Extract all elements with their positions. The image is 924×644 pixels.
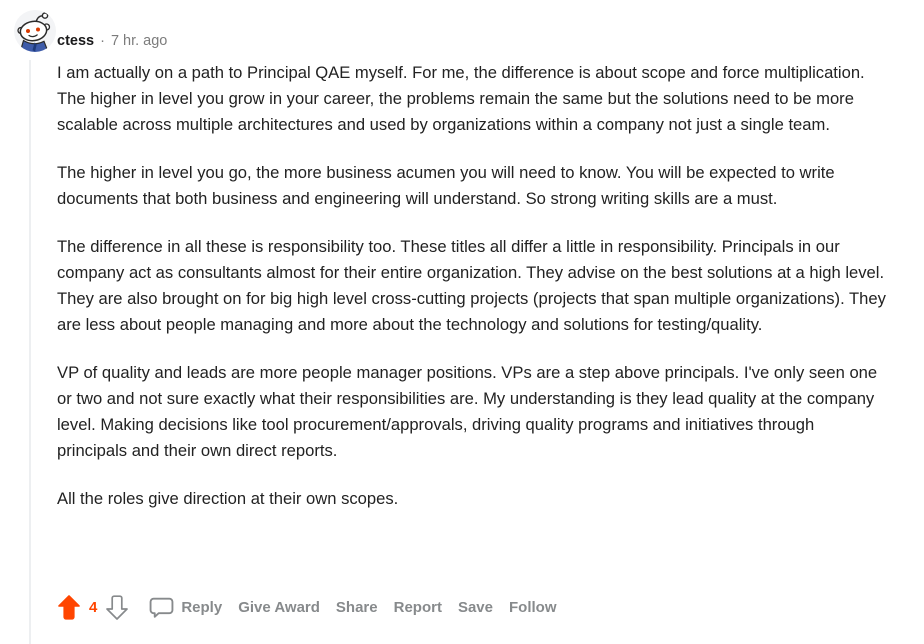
comment-paragraph-2: The higher in level you go, the more business acumen you will need to know. You will be expected to write documents that both business and engineering will understand. So strong writing skills are a must. [57,163,835,208]
follow-button[interactable]: Follow [501,595,565,620]
snoo-avatar-icon [14,10,56,52]
comment-author-link[interactable]: ctess [57,33,95,49]
give-award-button[interactable]: Give Award [230,595,328,620]
comment-body [57,60,887,512]
comment-paragraph-3: The difference in all these is responsibility too. These titles all differ a little in responsibility. Principals in our company act as consultants almost for their entire organization. They advise on the best solutions at a high level. They are also brought on for big high level cross-cutting projects (projects that span multiple organizations). They are less about people managing and more about the technology and solutions for testing/quality. [57,237,886,334]
comment-timestamp[interactable]: 7 hr. ago [110,33,168,49]
avatar[interactable] [14,10,56,52]
upvote-arrow-icon [57,594,81,621]
comment-paragraph-1: I am actually on a path to Principal QAE myself. For me, the difference is about scope and force multiplication. The higher in level you grow in your career, the problems remain the same but the solutions need to be more scalable across multiple architectures and used by organizations within a company not just a single team. [57,63,865,134]
vote-score: 4 [89,598,98,616]
comment-paragraph-4: VP of quality and leads are more people manager positions. VPs are a step above principals. I've only seen one or two and not sure exactly what their responsibilities are. My understanding is they lead quality at the company level. Making decisions like tool procurement/approvals, driving quality programs and initiatives through principals and their own direct reports. [57,363,878,460]
upvote-button[interactable] [55,594,83,621]
share-button[interactable]: Share [328,595,386,620]
downvote-arrow-icon [105,594,129,621]
speech-bubble-icon [149,595,174,620]
report-button[interactable]: Report [386,595,450,620]
save-button[interactable]: Save [450,595,501,620]
comment-action-bar [55,590,565,624]
comment-header [57,33,167,49]
separator-dot: · [100,33,105,49]
reply-button[interactable] [141,591,230,624]
thread-collapse-line[interactable] [29,60,31,644]
reply-label: Reply [181,598,223,616]
comment-paragraph-5: All the roles give direction at their own scopes. [57,489,399,508]
downvote-button[interactable] [103,594,131,621]
